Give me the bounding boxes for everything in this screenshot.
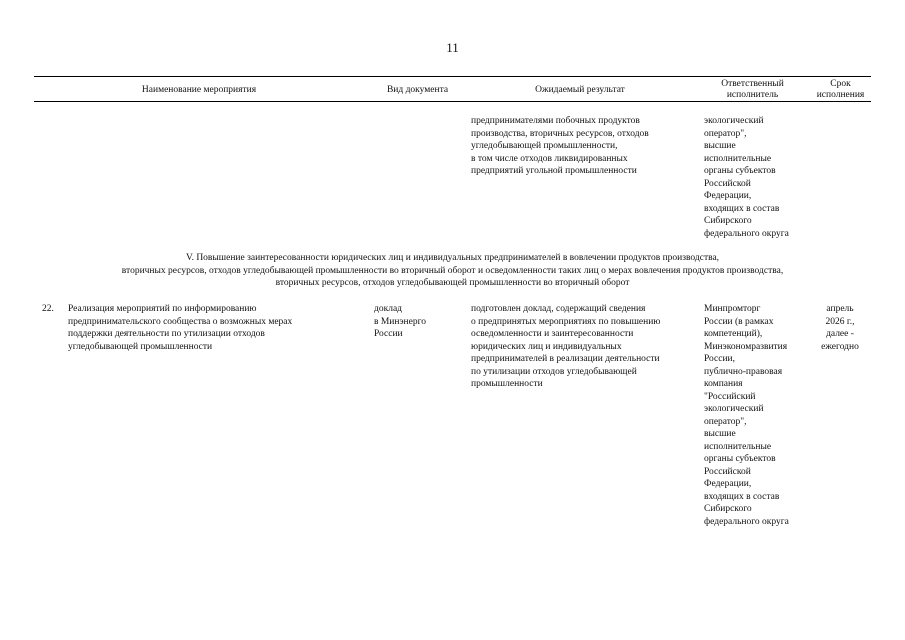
header-deadline-line: Срок: [830, 79, 851, 89]
text-line: Сибирского: [704, 216, 752, 226]
text-line: о предпринятых мероприятиях по повышению: [471, 316, 661, 327]
row-deadline: [810, 303, 870, 353]
text-line: Сибирского: [704, 504, 752, 514]
text-line: по утилизации отходов угледобывающей: [471, 366, 637, 377]
section-title-line: вторичных ресурсов, отходов угледобывающей промышленности во вторичный оборот и осведомленности таких лиц о мерах вовлечения продуктов производства,: [121, 265, 784, 276]
text-line: в том числе отходов ликвидированных: [471, 153, 628, 164]
text-line: Реализация мероприятий по информированию: [68, 304, 257, 314]
text-line: Российской: [704, 178, 751, 189]
text-line: федерального округа: [704, 228, 789, 239]
text-line: Федерации,: [704, 191, 752, 201]
text-line: 2026 г.,: [825, 316, 855, 327]
continued-result: [471, 115, 649, 178]
text-line: России: [374, 329, 403, 339]
text-line: Минпромторг: [704, 304, 761, 314]
text-line: далее -: [826, 329, 854, 339]
text-line: Российской: [704, 466, 751, 477]
header-responsible-line: исполнитель: [726, 90, 779, 100]
section-title-line: V. Повышение заинтересованности юридических лиц и индивидуальных предпринимателей в вовлечении продуктов производства,: [185, 253, 720, 263]
text-line: предпринимателями побочных продуктов: [471, 116, 640, 126]
text-line: Минэкономразвития: [704, 341, 788, 352]
text-line: предприятий угольной промышленности: [471, 166, 637, 176]
header-responsible-line: Ответственный: [721, 79, 784, 89]
text-line: органы субъектов: [704, 166, 776, 176]
text-line: входящих в состав: [704, 203, 780, 214]
text-line: промышленности: [471, 379, 543, 389]
header-doc-type: Вид документа: [386, 85, 449, 95]
text-line: исполнительные: [704, 153, 772, 164]
row-responsible: [704, 303, 789, 528]
text-line: "Российский: [704, 391, 756, 402]
text-line: органы субъектов: [704, 454, 776, 464]
page-number: 11: [446, 40, 459, 55]
header-responsible: [700, 79, 805, 101]
text-line: осведомленности и заинтересованности: [471, 329, 634, 339]
text-line: угледобывающей промышленности,: [471, 141, 618, 151]
header-result: Ожидаемый результат: [535, 85, 625, 95]
text-line: России,: [704, 354, 736, 364]
text-line: России (в рамках: [704, 316, 774, 327]
text-line: подготовлен доклад, содержащий сведения: [471, 304, 646, 314]
text-line: экологический: [704, 404, 764, 414]
row-result: [471, 303, 660, 391]
text-line: компетенций),: [704, 329, 763, 339]
text-line: высшие: [704, 141, 736, 151]
table-header-rule: [34, 101, 871, 102]
text-line: высшие: [704, 429, 736, 439]
text-line: Федерации,: [704, 479, 752, 489]
section-title-line: вторичных ресурсов, отходов угледобывающей промышленности во вторичный оборот: [275, 278, 630, 288]
row-name: [68, 303, 292, 353]
text-line: предпринимательского сообщества о возможных мерах: [68, 316, 293, 327]
text-line: компания: [704, 379, 743, 389]
text-line: оператор",: [704, 128, 747, 139]
text-line: оператор",: [704, 416, 747, 427]
text-line: апрель: [826, 304, 854, 314]
row-number: 22.: [42, 304, 54, 314]
header-name: Наименование мероприятия: [141, 85, 257, 95]
text-line: предпринимателей в реализации деятельности: [471, 354, 660, 364]
row-doc-type: [374, 303, 426, 341]
text-line: поддержки деятельности по утилизации отходов: [68, 329, 265, 339]
text-line: экологический: [704, 116, 764, 126]
text-line: входящих в состав: [704, 491, 780, 502]
text-line: публично-правовая: [704, 366, 783, 377]
text-line: производства, вторичных ресурсов, отходов: [471, 128, 649, 139]
text-line: исполнительные: [704, 441, 772, 452]
text-line: юридических лиц и индивидуальных: [471, 341, 622, 352]
header-deadline-line: исполнения: [816, 90, 865, 100]
text-line: в Минэнерго: [374, 316, 427, 327]
section-title: [34, 252, 871, 290]
text-line: ежегодно: [821, 341, 859, 352]
text-line: угледобывающей промышленности: [68, 341, 213, 352]
continued-responsible: [704, 115, 789, 240]
header-deadline: [808, 79, 873, 101]
table-top-rule: [34, 76, 871, 77]
text-line: федерального округа: [704, 516, 789, 527]
text-line: доклад: [374, 304, 402, 314]
